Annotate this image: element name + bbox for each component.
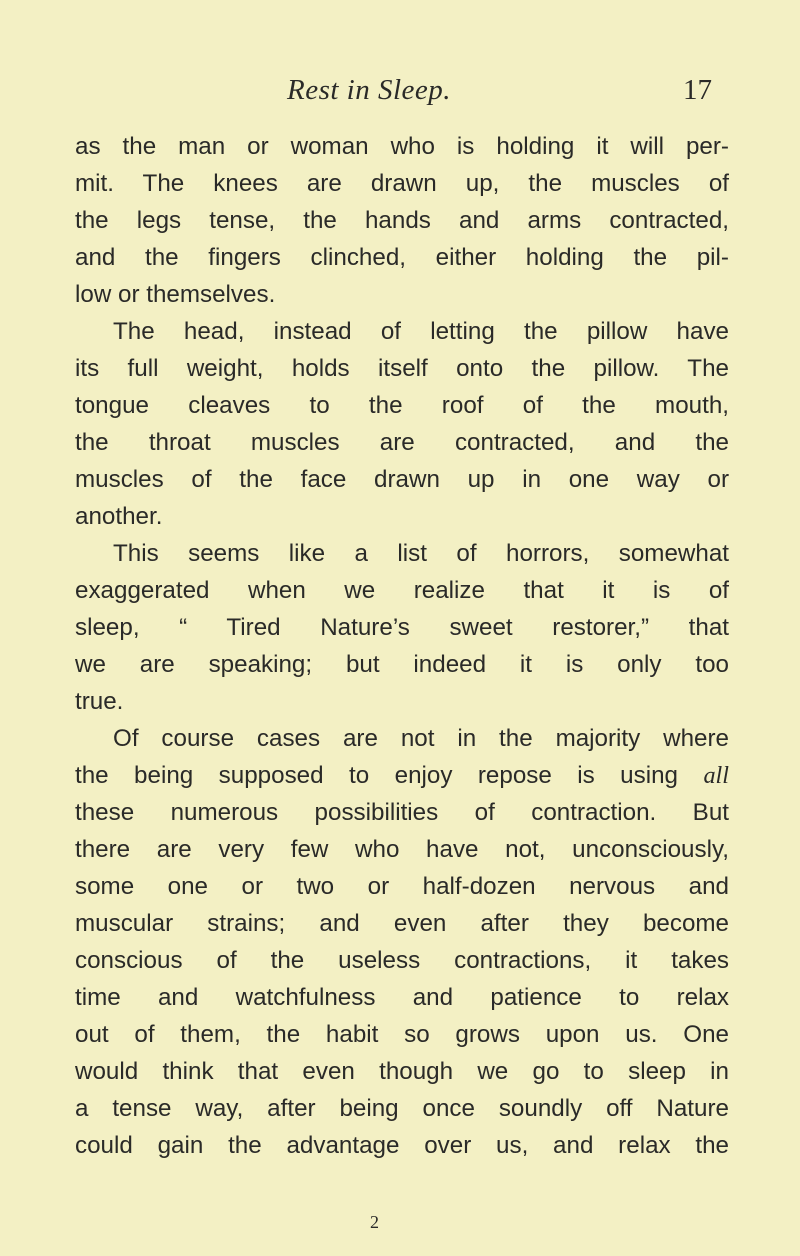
text-line: muscles of the face drawn up in one way or: [75, 466, 729, 493]
text-line: there are very few who have not, unconsciously,: [75, 836, 729, 863]
running-title: Rest in Sleep.: [287, 74, 452, 106]
emphasis-word: all: [703, 762, 729, 789]
text-line: muscular strains; and even after they become: [75, 910, 729, 937]
text-line: its full weight, holds itself onto the pillow. The: [75, 355, 729, 382]
text-line: conscious of the useless contractions, it takes: [75, 947, 729, 974]
text-line: true.: [75, 688, 124, 715]
body-text: [75, 128, 729, 1164]
text-line: and the fingers clinched, either holding the pil-: [75, 244, 729, 271]
text-line: Of course cases are not in the majority where: [113, 725, 729, 752]
text-line: mit. The knees are drawn up, the muscles of: [75, 170, 729, 197]
text-line: time and watchfulness and patience to relax: [75, 984, 729, 1011]
text-line: [75, 757, 729, 794]
signature-mark: 2: [370, 1212, 379, 1232]
text-line: out of them, the habit so grows upon us. One: [75, 1021, 729, 1048]
text-line-segment: the being supposed to enjoy repose is using: [75, 762, 678, 789]
text-line: the throat muscles are contracted, and the: [75, 429, 729, 456]
page-number: 17: [683, 74, 712, 106]
running-head: [0, 74, 800, 114]
text-line: as the man or woman who is holding it will per-: [75, 133, 729, 160]
text-line: another.: [75, 503, 163, 530]
text-line: exaggerated when we realize that it is of: [75, 577, 729, 604]
text-line: This seems like a list of horrors, somewhat: [113, 540, 729, 567]
text-line: sleep, “ Tired Nature’s sweet restorer,” that: [75, 614, 729, 641]
text-line: would think that even though we go to sleep in: [75, 1058, 729, 1085]
text-line: The head, instead of letting the pillow have: [113, 318, 729, 345]
text-line: a tense way, after being once soundly off Nature: [75, 1095, 729, 1122]
text-line: tongue cleaves to the roof of the mouth,: [75, 392, 729, 419]
text-line: we are speaking; but indeed it is only too: [75, 651, 729, 678]
text-line: some one or two or half-dozen nervous and: [75, 873, 729, 900]
text-line: could gain the advantage over us, and relax the: [75, 1132, 729, 1159]
text-line: low or themselves.: [75, 281, 276, 308]
text-line: these numerous possibilities of contraction. But: [75, 799, 729, 826]
text-line: the legs tense, the hands and arms contracted,: [75, 207, 729, 234]
